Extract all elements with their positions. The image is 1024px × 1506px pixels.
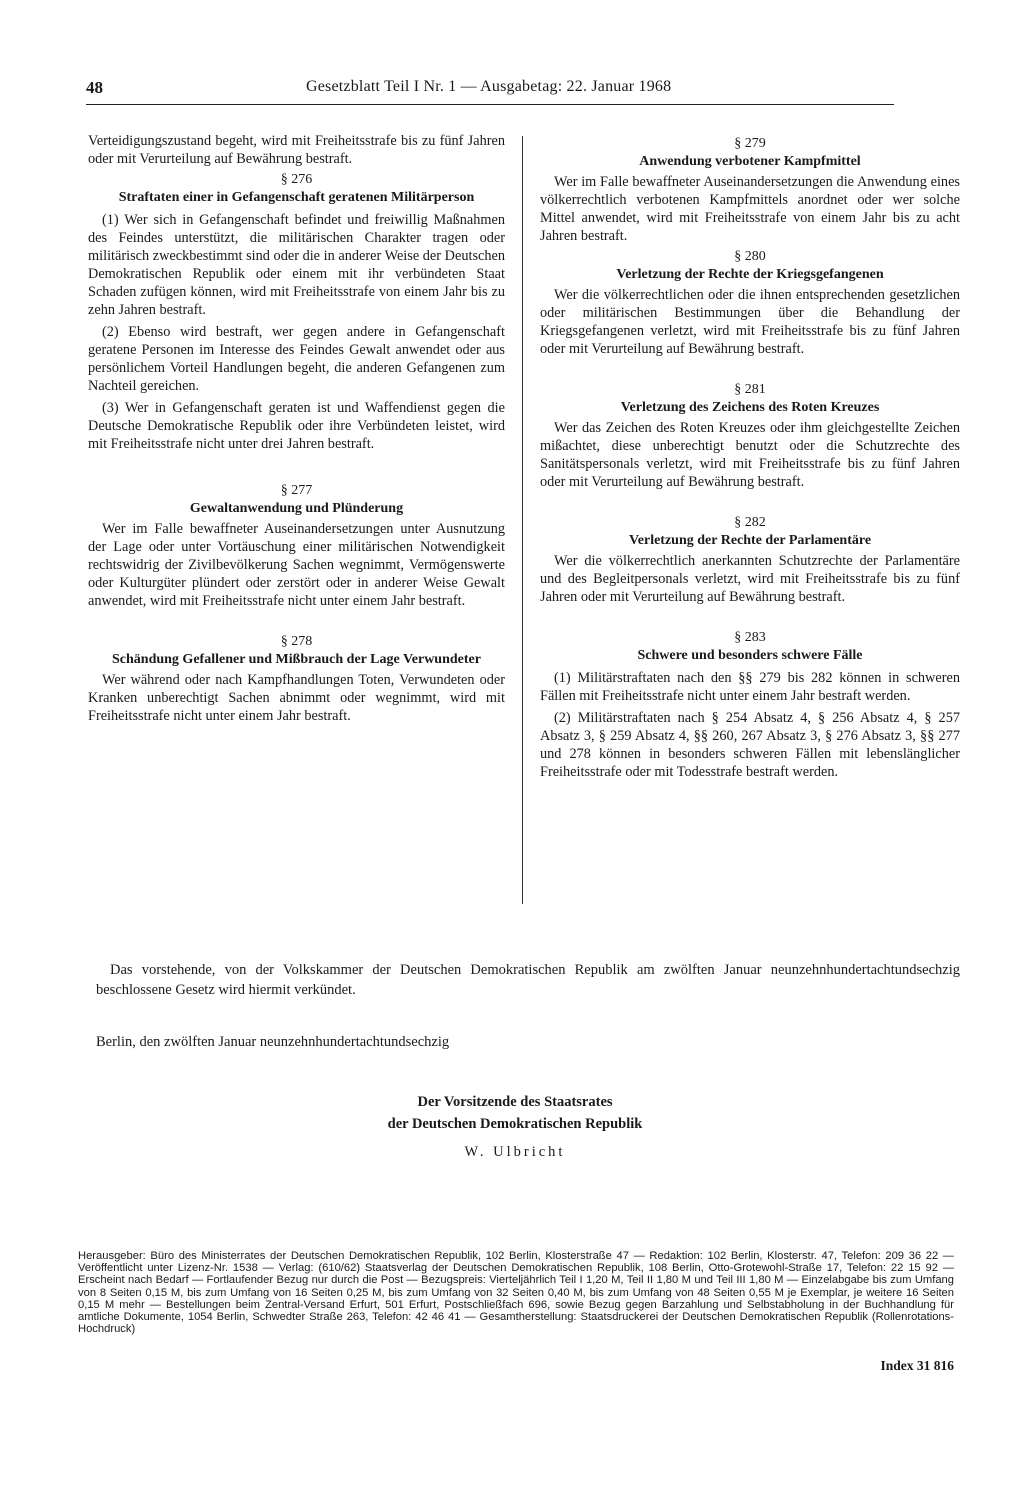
continuation-text: Verteidigungszustand begeht, wird mit Freiheitsstrafe bis zu fünf Jahren oder mit Verurteilung auf Bewährung bestraft.: [88, 133, 505, 167]
signatory-name: W. Ulbricht: [464, 1144, 566, 1160]
section-280-title: Verletzung der Rechte der Kriegsgefangenen: [616, 267, 884, 282]
section-281-text: Wer das Zeichen des Roten Kreuzes oder ihm gleichgestellte Zeichen mißachtet, diese unberechtigt benutzt oder die Schutzrechte des Sanitätspersonals verletzt, wird mit Freiheitsstrafe bis zu fünf Jahren oder mit Verurteilung auf Bewährung bestraft.: [540, 420, 960, 490]
section-282-number: § 282: [734, 515, 766, 530]
section-282-title: Verletzung der Rechte der Parlamentäre: [628, 533, 872, 548]
promulgation-text: Das vorstehende, von der Volkskammer der Deutschen Demokratischen Republik am zwölften Januar neunzehnhundertachtundsechzig beschlossene Gesetz wird hiermit verkündet.: [96, 962, 960, 998]
page-header: [86, 78, 896, 104]
place-and-date: Berlin, den zwölften Januar neunzehnhundertachtundsechzig: [96, 1034, 450, 1050]
header-rule: [86, 104, 894, 105]
section-277-number: § 277: [280, 483, 313, 498]
section-282-text: Wer die völkerrechtlich anerkannten Schutzrechte der Parlamentäre und des Begleitpersonals verletzt, wird mit Freiheitsstrafe bis zu fünf Jahren oder mit Verurteilung auf Bewährung bestraft.: [540, 553, 960, 605]
index-number: Index 31 816: [880, 1358, 954, 1373]
column-divider: [522, 136, 523, 904]
spacer: [540, 606, 960, 626]
section-279-number: § 279: [734, 136, 766, 151]
section-276-number: § 276: [280, 172, 313, 187]
signatory-title-line-2: der Deutschen Demokratischen Republik: [387, 1116, 643, 1132]
section-278-number: § 278: [280, 634, 313, 649]
publisher-imprint: Herausgeber: Büro des Ministerrates der Deutschen Demokratischen Republik, 102 Berlin, Klosterstraße 47 — Redaktion: 102 Berlin, Klosterstr. 47, Telefon: 209 36 22 — Veröffentlicht unter Lizenz-Nr. 1538 — Verlag: (610/62) Staatsverlag der Deutschen Demokratischen Republik, 108 Berlin, Otto-Grotewohl-Straße 17, Telefon: 22 15 92 — Erscheint nach Bedarf — Fortlaufender Bezug nur durch die Post — Bezugspreis: Vierteljährlich Teil I 1,20 M, Teil II 1,80 M und Teil III 1,80 M — Einzelabgabe bis zum Umfang von 8 Seiten 0,15 M, bis zum Umfang von 16 Seiten 0,25 M, bis zum Umfang von 32 Seiten 0,40 M, bis zum Umfang von 48 Seiten 0,55 M je Exemplar, je weitere 16 Seiten 0,15 M mehr — Bestellungen beim Zentral-Versand Erfurt, 501 Erfurt, Postschließfach 696, sowie Bezug gegen Barzahlung und Selbstabholung in der Buchhandlung für amtliche Dokumente, 1054 Berlin, Schwedter Straße 263, Telefon: 42 46 41 — Gesamtherstellung: Staatsdruckerei der Deutschen Demokratischen Republik (Rollenrotations-Hochdruck): [78, 1250, 954, 1336]
section-283-paragraph-2: (2) Militärstraftaten nach § 254 Absatz 4, § 256 Absatz 4, § 257 Absatz 3, § 259 Absatz 4, §§ 260, 267 Absatz 3, § 276 Absatz 3, §§ 277 und 278 können in besonders schweren Fällen mit lebenslänglicher Freiheitsstrafe oder mit Todesstrafe bestraft werden.: [540, 710, 960, 780]
spacer: [540, 491, 960, 511]
section-276-title: Straftaten einer in Gefangenschaft geratenen Militärperson: [118, 190, 475, 205]
section-283-title: Schwere und besonders schwere Fälle: [637, 648, 863, 663]
spacer: [88, 610, 505, 630]
section-278-title: Schändung Gefallener und Mißbrauch der Lage Verwundeter: [112, 652, 481, 667]
section-278-text: Wer während oder nach Kampfhandlungen Toten, Verwundeten oder Kranken unberechtigt Sachen abnimmt oder wegnimmt, wird mit Freiheitsstrafe nicht unter einem Jahr bestraft.: [88, 672, 505, 724]
section-279-title: Anwendung verbotener Kampfmittel: [639, 154, 861, 169]
right-column: [540, 132, 960, 781]
section-280-text: Wer die völkerrechtlichen oder die ihnen entsprechenden gesetzlichen oder militärischen Bestimmungen über die Behandlung der Kriegsgefangenen verletzt, wird mit Freiheitsstrafe bis zu fünf Jahren oder mit Verurteilung auf Bewährung bestraft.: [540, 287, 960, 357]
section-280-number: § 280: [734, 249, 766, 264]
section-276-paragraph-2: (2) Ebenso wird bestraft, wer gegen andere in Gefangenschaft geratene Personen im Interesse des Feindes Gewalt anwendet oder aus persönlichem Vorteil Handlungen begeht, die anderen Gefangenen zum Nachteil gereichen.: [88, 324, 505, 394]
section-283-number: § 283: [734, 630, 766, 645]
section-279-text: Wer im Falle bewaffneter Auseinandersetzungen die Anwendung eines völkerrechtlich verbotenen Kampfmittels anordnet oder wer solche Mittel anwendet, wird mit Freiheitsstrafe von einem Jahr bis zu acht Jahren bestraft.: [540, 174, 960, 244]
section-281-number: § 281: [734, 382, 766, 397]
page-number: 48: [86, 78, 103, 97]
section-277-text: Wer im Falle bewaffneter Auseinandersetzungen unter Ausnutzung der Lage oder unter Vortäuschung einer militärischen Notwendigkeit rechtswidrig der Zivilbevölkerung Sachen wegnimmt, Vermögenswerte oder Kulturgüter plündert oder zerstört oder in anderer Weise Gewalt anwendet, wird mit Freiheitsstrafe nicht unter einem Jahr bestraft.: [88, 521, 505, 609]
signatory-title-line-1: Der Vorsitzende des Staatsrates: [417, 1094, 613, 1110]
section-283-paragraph-1: (1) Militärstraftaten nach den §§ 279 bis 282 können in schweren Fällen mit Freiheitsstrafe nicht unter einem Jahr bestraft werden.: [540, 670, 960, 704]
section-276-paragraph-1: (1) Wer sich in Gefangenschaft befindet und freiwillig Maßnahmen des Feindes unterstützt, die militärischen Charakter tragen oder militärisch zweckbestimmt sind oder die in anderer Weise der Deutschen Demokratischen Republik oder einem mit ihr verbündeten Staat Schaden zufügen können, wird mit Freiheitsstrafe von einem Jahr bis zu zehn Jahren bestraft.: [88, 212, 505, 318]
spacer: [540, 358, 960, 378]
left-column: [88, 132, 505, 725]
spacer: [88, 453, 505, 479]
section-281-title: Verletzung des Zeichens des Roten Kreuzes: [620, 400, 880, 415]
running-title: Gesetzblatt Teil I Nr. 1 — Ausgabetag: 22. Januar 1968: [306, 78, 672, 95]
section-277-title: Gewaltanwendung und Plünderung: [189, 501, 404, 516]
section-276-paragraph-3: (3) Wer in Gefangenschaft geraten ist und Waffendienst gegen die Deutsche Demokratische Republik oder ihre Verbündeten leistet, wird mit Freiheitsstrafe nicht unter drei Jahren bestraft.: [88, 400, 505, 452]
